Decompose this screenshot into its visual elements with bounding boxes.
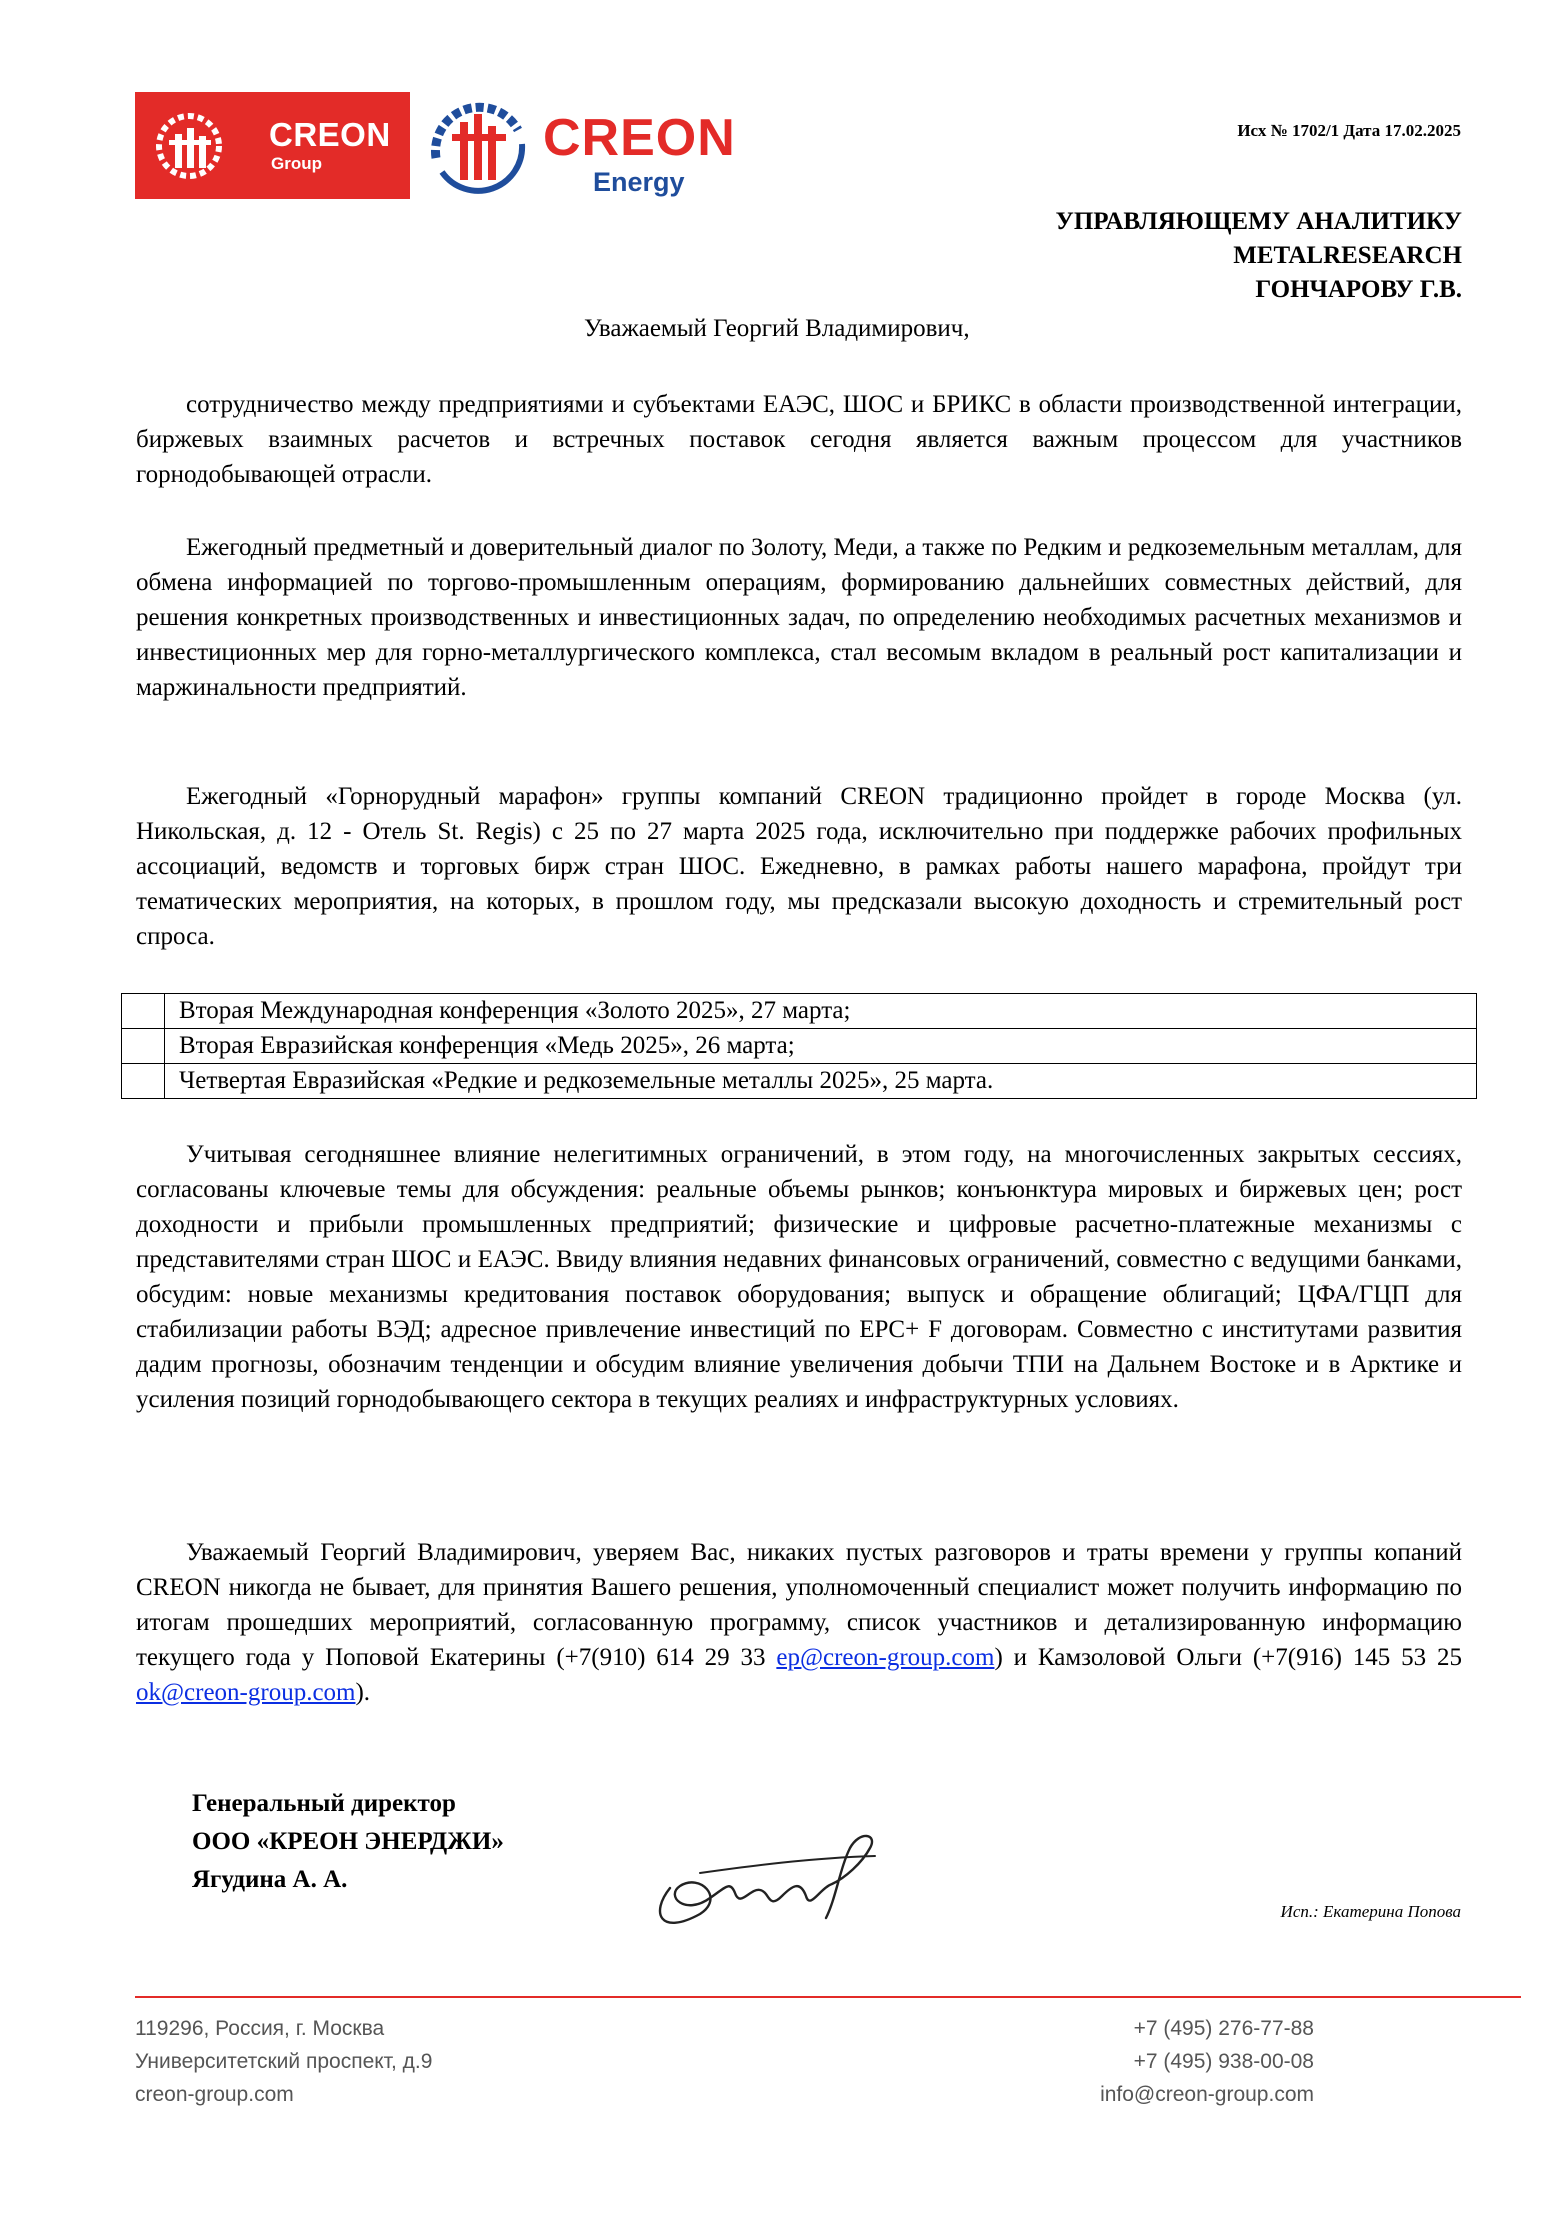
signer-title: Генеральный директор	[192, 1790, 456, 1817]
paragraph-text: Учитывая сегодняшнее влияние нелегитимных ограничений, в этом году, на многочисленных закрытых сессиях, согласованы ключевые темы для обсуждения: реальные объемы рынков; конъюнктура мировых и биржевых цен; рост доходности и прибыли промышленных предприятий; физические и цифровые расчетно-платежные механизмы с представителями стран ШОС и ЕАЭС. Ввиду влияния недавних финансовых ограничений, совместно с ведущими банками, обсудим: новые механизмы кредитования поставок оборудования; выпуск и обращение облигаций; ЦФА/ГЦП для стабилизации работы ВЭД; адресное привлечение инвестиций по EPC+ F договорам. Совместно с институтами развития дадим прогнозы, обозначим тенденции и обсудим влияние увеличения добычи ТПИ на Дальнем Востоке и в Арктике и усиления позиций горнодобывающего сектора в текущих реалиях и инфраструктурных условиях.	[136, 1141, 1462, 1413]
event-cell: Четвертая Евразийская «Редкие и редкоземельные металлы 2025», 25 марта.	[165, 1064, 1477, 1099]
email-link-kamzolova[interactable]: ok@creon-group.com	[136, 1679, 356, 1706]
footer-email[interactable]: info@creon-group.com	[1100, 2083, 1314, 2106]
footer-phone: +7 (495) 276-77-88	[1133, 2017, 1314, 2040]
creon-energy-logo	[410, 90, 755, 202]
footer-phone: +7 (495) 938-00-08	[1133, 2050, 1314, 2073]
paragraph-4	[136, 1137, 1462, 1417]
table-row	[122, 1029, 1477, 1064]
creon-group-logo	[135, 92, 410, 199]
paragraph-5	[136, 1535, 1462, 1710]
paragraph-text: ) и Камзоловой Ольги (+7(916) 145 53 25	[994, 1644, 1462, 1671]
logo-brand-energy: CREON	[543, 109, 736, 167]
paragraph-2	[136, 530, 1462, 705]
creon-tower-icon	[153, 110, 225, 182]
creon-globe-icon	[422, 92, 534, 200]
event-cell: Вторая Международная конференция «Золото 2025», 27 марта;	[165, 994, 1477, 1029]
paragraph-3	[136, 779, 1462, 954]
footer-address	[135, 2012, 432, 2111]
footer-website[interactable]: creon-group.com	[135, 2083, 294, 2106]
footer-line: 119296, Россия, г. Москва	[135, 2017, 385, 2040]
table-cell-empty	[122, 994, 165, 1029]
logo-sub: Group	[271, 154, 322, 173]
addressee-line: УПРАВЛЯЮЩЕМУ АНАЛИТИКУ	[1055, 208, 1462, 235]
addressee-line: ГОНЧАРОВУ Г.В.	[1255, 276, 1462, 303]
table-row	[122, 1064, 1477, 1099]
signer-company: ООО «КРЕОН ЭНЕРДЖИ»	[192, 1828, 504, 1855]
logo-sub-energy: Energy	[593, 167, 685, 197]
table-row	[122, 994, 1477, 1029]
addressee-line: METALRESEARCH	[1233, 242, 1462, 269]
table-cell-empty	[122, 1029, 165, 1064]
outgoing-reference: Исх № 1702/1 Дата 17.02.2025	[1237, 121, 1461, 140]
paragraph-text: Уважаемый Георгий Владимирович, уверяем Вас, никаких пустых разговоров и траты времени у группы копаний CREON никогда не бывает, для принятия Вашего решения, уполномоченный специалист может получить информацию по итогам прошедших мероприятий, согласованную программу, список участников и детализированную информацию текущего года у Поповой Екатерины (+7(910) 614 29 33	[136, 1539, 1462, 1671]
paragraph-text: ).	[355, 1679, 371, 1706]
footer-contacts	[1100, 2012, 1314, 2111]
handwritten-signature	[640, 1818, 890, 1938]
event-cell: Вторая Евразийская конференция «Медь 2025», 26 марта;	[165, 1029, 1477, 1064]
paragraph-1	[136, 387, 1462, 492]
signer-block	[192, 1785, 504, 1899]
addressee-block	[1055, 205, 1462, 307]
table-cell-empty	[122, 1064, 165, 1099]
email-link-popova[interactable]: ep@creon-group.com	[776, 1644, 995, 1671]
greeting: Уважаемый Георгий Владимирович,	[584, 315, 970, 342]
footer-divider	[135, 1996, 1521, 1998]
logo-brand: CREON	[269, 116, 391, 153]
paragraph-text: Ежегодный «Горнорудный марафон» группы компаний CREON традиционно пройдет в городе Москва (ул. Никольская, д. 12 - Отель St. Regis) с 25 по 27 марта 2025 года, исключительно при поддержке рабочих профильных ассоциаций, ведомств и торговых бирж стран ШОС. Ежедневно, в рамках работы нашего марафона, пройдут три тематических мероприятия, на которых, в прошлом году, мы предсказали высокую доходность и стремительный рост спроса.	[136, 783, 1462, 950]
executor-note: Исп.: Екатерина Попова	[1280, 1902, 1461, 1921]
events-table	[121, 993, 1477, 1099]
footer-line: Университетский проспект, д.9	[135, 2050, 433, 2073]
paragraph-text: Ежегодный предметный и доверительный диалог по Золоту, Меди, а также по Редким и редкоземельным металлам, для обмена информацией по торгово-промышленным операциям, формированию дальнейших совместных действий, для решения конкретных производственных и инвестиционных задач, по определению необходимых расчетных механизмов и инвестиционных мер для горно-металлургического комплекса, стал весомым вкладом в реальный рост капитализации и маржинальности предприятий.	[136, 534, 1462, 701]
paragraph-contacts	[136, 1535, 1462, 1710]
paragraph-text: сотрудничество между предприятиями и субъектами ЕАЭС, ШОС и БРИКС в области производственной интеграции, биржевых взаимных расчетов и встречных поставок сегодня является важным процессом для участников горнодобывающей отрасли.	[136, 391, 1462, 488]
signer-name: Ягудина А. А.	[192, 1866, 348, 1893]
